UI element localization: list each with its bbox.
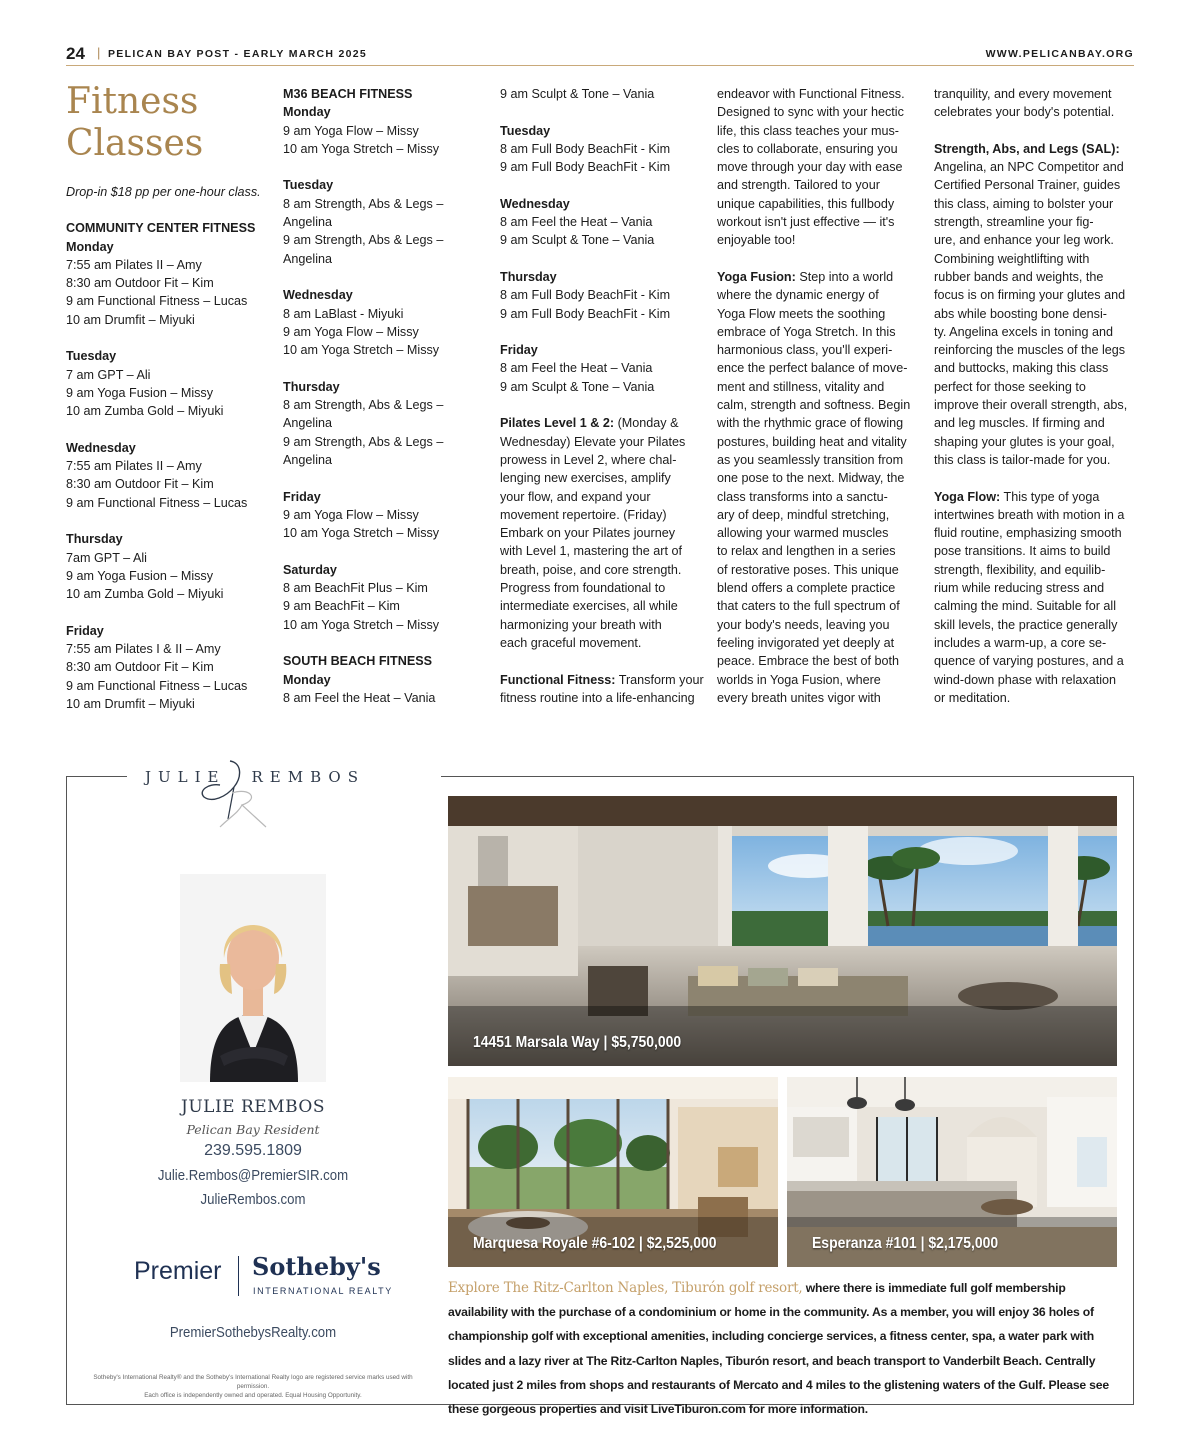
day-heading: Thursday: [283, 379, 340, 394]
class-item: 7am GPT – Ali: [66, 550, 147, 565]
class-item: 7 am GPT – Ali: [66, 367, 151, 382]
class-item: 9 am Functional Fitness – Lucas: [66, 678, 248, 693]
listing-photo-marsala[interactable]: [448, 796, 1117, 1066]
day-heading: Monday: [283, 672, 331, 687]
day-heading: Monday: [66, 239, 114, 254]
day-heading: Tuesday: [283, 178, 334, 193]
resort-lead: Explore The Ritz-Carlton Naples, Tiburón golf resort,: [448, 1280, 803, 1296]
day-heading: Tuesday: [500, 123, 551, 138]
class-item: 9 am Sculpt & Tone – Vania: [500, 379, 655, 394]
class-item: Angelina: [283, 416, 333, 431]
class-item: 8 am Full Body BeachFit - Kim: [500, 141, 671, 156]
page-header: [66, 42, 1134, 66]
class-item: 8:30 am Outdoor Fit – Kim: [66, 276, 214, 291]
listing-photo-marquesa[interactable]: [448, 1077, 778, 1267]
logo-divider: [238, 1256, 239, 1296]
class-item: 9 am Full Body BeachFit - Kim: [500, 160, 671, 175]
class-item: 9 am Full Body BeachFit - Kim: [500, 306, 671, 321]
class-item: 8:30 am Outdoor Fit – Kim: [66, 660, 214, 675]
premier-logo-text: Premier: [134, 1257, 222, 1285]
publication-title: PELICAN BAY POST - EARLY MARCH 2025: [108, 48, 368, 60]
article-column-1: [66, 81, 271, 713]
pilates-description: Pilates Level 1 & 2: (Monday & Wednesday) Elevate your Pilates prowess in Level 2, where chal- lenging new exercises, amplify your flow, and expand your movement repertoire. (Friday) Embark on your Pilates journey with Level 1, mastering the art of breath, poise, and core strength. Progress from foundational to intermediate exercises, all while harmonizing your breath with each graceful movement.: [500, 416, 686, 650]
class-item: 9 am Functional Fitness – Lucas: [66, 495, 248, 510]
dropin-price: Drop-in $18 pp per one-hour class.: [66, 185, 261, 199]
listing-caption: 14451 Marsala Way | $5,750,000: [473, 1034, 682, 1051]
class-item: 9 am Yoga Fusion – Missy: [66, 568, 214, 583]
agent-portrait: [180, 874, 326, 1082]
class-item: 8 am BeachFit Plus – Kim: [283, 581, 428, 596]
class-item: 9 am Yoga Flow – Missy: [283, 507, 419, 522]
class-item: 9 am Strength, Abs & Legs –: [283, 434, 444, 449]
class-item: 10 am Yoga Stretch – Missy: [283, 141, 440, 156]
class-item: Angelina: [283, 452, 333, 467]
class-item: 10 am Zumba Gold – Miyuki: [66, 587, 224, 602]
class-item: 10 am Drumfit – Miyuki: [66, 312, 195, 327]
listing-caption: Esperanza #101 | $2,175,000: [812, 1235, 999, 1252]
class-item: 7:55 am Pilates II – Amy: [66, 459, 202, 474]
resort-body: where there is immediate full golf membership availability with the purchase of a condominium or home in the community. As a member, you will enjoy 36 holes of championship golf with exceptional amenities, including concierge services, a fitness center, spa, a water park with slides and a lazy river at The Ritz-Carlton Naples, Tiburón resort, and beach transport to Vanderbilt Beach. Centrally located just 2 miles from shops and restaurants of Mercato and 4 miles to the glistening waters of the Gulf. Please see these gorgeous properties and visit LiveTiburon.com for more information.: [448, 1281, 1109, 1417]
class-item: 8:30 am Outdoor Fit – Kim: [66, 477, 214, 492]
legal-disclaimer: Sotheby's International Realty® and the Sotheby's International Realty logo are registered service marks used with permission. Each office is independently owned and operated. Equal Housing Opportunity.: [93, 1374, 413, 1399]
listing-caption: Marquesa Royale #6-102 | $2,525,000: [473, 1235, 717, 1252]
agent-email-link[interactable]: Julie.Rembos@PremierSIR.com: [157, 1167, 349, 1184]
class-item: 9 am Yoga Fusion – Missy: [66, 385, 214, 400]
class-item: 8 am Strength, Abs & Legs –: [283, 398, 444, 413]
class-item: 9 am Sculpt & Tone – Vania: [500, 87, 655, 101]
day-heading: Tuesday: [66, 349, 117, 364]
article-column-4: endeavor with Functional Fitness. Designed to sync with your hectic life, this class teaches your mus- cles to collaborate, ensuring you move through your day with ease and strength. Tailored to your unique capabilities, this fullbody workout isn't just effective — it's enjoyable too! Yoga Fusion: Step into a world where the dynamic energy of Yoga Flow meets the soothing embrace of Yoga Stretch. In this harmonious class, you'll experi- ence the perfect balance of move- ment and stillness, vitality and calm, strength and softness. Begin with the rhythmic grace of flowing postures, building heat and vitality as you seamlessly transition from one pose to the next. Midway, the class transforms into a sanctu- ary of deep, mindful stretching, allowing your warmed muscles to relax and lengthen in a series of restorative poses. This unique blend offers a complete practice that caters to the full spectrum of your body's needs, leaving you feeling invigorated yet deeply at peace. Embrace the best of both worlds in Yoga Fusion, where every breath unites vigor with: [717, 85, 922, 707]
class-item: 9 am BeachFit – Kim: [283, 599, 400, 614]
class-item: 10 am Drumfit – Miyuki: [66, 697, 195, 712]
class-item: Angelina: [283, 215, 333, 230]
class-item: 8 am Feel the Heat – Vania: [500, 215, 653, 230]
community-heading: COMMUNITY CENTER FITNESS: [66, 221, 256, 236]
agent-role: Pelican Bay Resident: [186, 1122, 320, 1137]
intl-realty-text: INTERNATIONAL REALTY: [253, 1286, 393, 1296]
class-item: 10 am Zumba Gold – Miyuki: [66, 404, 224, 419]
article-title: Fitness Classes: [66, 81, 204, 164]
m36-heading: M36 BEACH FITNESS: [283, 87, 413, 101]
day-heading: Wednesday: [66, 440, 136, 455]
article-column-5: tranquility, and every movement celebrates your body's potential. Strength, Abs, and Legs (SAL): Angelina, an NPC Competitor and Certified Personal Trainer, guides this class, aiming to bolster your strength, streamline your fig- ure, and enhance your leg work. Combining weightlifting with rubber bands and weights, the focus is on firming your glutes and abs while boosting bone densi- ty. Angelina excels in toning and reinforcing the muscles of the legs and buttocks, making this class perfect for those seeking to improve their overall strength, abs, and leg muscles. If firming and shaping your glutes is your goal, this class is tailor-made for you. Yoga Flow: This type of yoga intertwines breath with motion in a fluid routine, emphasizing smooth pose transitions. It aims to build strength, flexibility, and equilib- rium while reducing stress and calming the mind. Suitable for all skill levels, the practice generally includes a warm-up, a core se- quence of varying postures, and a wind-down phase with relaxation or meditation.: [934, 85, 1139, 707]
class-item: 10 am Yoga Stretch – Missy: [283, 617, 440, 632]
class-item: 10 am Yoga Stretch – Missy: [283, 343, 440, 358]
class-item: 7:55 am Pilates II – Amy: [66, 257, 202, 272]
yoga-flow-description: Yoga Flow: This type of yoga intertwines breath with motion in a fluid routine, emphasizing smooth pose transitions. It aims to build strength, flexibility, and equilib- rium while reducing stress and calming the mind. Suitable for all skill levels, the practice generally includes a warm-up, a core se- quence of varying postures, and a wind-down phase with relaxation or meditation.: [934, 489, 1125, 705]
class-item: 10 am Yoga Stretch – Missy: [283, 526, 440, 541]
class-item: 8 am LaBlast - Miyuki: [283, 306, 404, 321]
firm-website-link[interactable]: PremierSothebysRealty.com: [169, 1324, 337, 1341]
resort-description: [448, 1276, 1124, 1421]
day-heading: Thursday: [66, 532, 123, 547]
day-heading: Friday: [283, 489, 321, 504]
agent-phone[interactable]: 239.595.1809: [204, 1142, 302, 1159]
class-item: 9 am Functional Fitness – Lucas: [66, 294, 248, 309]
page-number: 24: [66, 44, 85, 63]
day-heading: Thursday: [500, 269, 557, 284]
class-item: 9 am Strength, Abs & Legs –: [283, 233, 444, 248]
brand-wordmark: JULIE REMBOS: [145, 768, 365, 786]
day-heading: Wednesday: [283, 288, 353, 303]
class-item: 8 am Strength, Abs & Legs –: [283, 196, 444, 211]
article-column-2: [283, 85, 488, 707]
class-item: 8 am Full Body BeachFit - Kim: [500, 288, 671, 303]
website-link[interactable]: WWW.PELICANBAY.ORG: [985, 48, 1134, 60]
south-heading: SOUTH BEACH FITNESS: [283, 654, 433, 669]
class-item: 7:55 am Pilates I & II – Amy: [66, 642, 221, 657]
header-separator: |: [97, 45, 101, 60]
article-column-3: [500, 85, 705, 707]
day-heading: Friday: [500, 343, 538, 358]
class-item: 9 am Sculpt & Tone – Vania: [500, 233, 655, 248]
day-heading: Wednesday: [500, 196, 570, 211]
day-heading: Friday: [66, 623, 104, 638]
day-heading: Saturday: [283, 562, 337, 577]
class-item: Angelina: [283, 251, 333, 266]
class-item: 8 am Feel the Heat – Vania: [500, 361, 653, 376]
listing-photo-esperanza[interactable]: [787, 1077, 1117, 1267]
sal-description: Strength, Abs, and Legs (SAL): Angelina, an NPC Competitor and Certified Personal Trainer, guides this class, aiming to bolster your strength, streamline your fig- ure, and enhance your leg work. Combining weightlifting with rubber bands and weights, the focus is on firming your glutes and abs while boosting bone densi- ty. Angelina excels in toning and reinforcing the muscles of the legs and buttocks, making this class perfect for those seeking to improve their overall strength, abs, and leg muscles. If firming and shaping your glutes is your goal, this class is tailor-made for you.: [934, 141, 1128, 467]
yoga-fusion-description: Yoga Fusion: Step into a world where the dynamic energy of Yoga Flow meets the soothing embrace of Yoga Stretch. In this harmonious class, you'll experi- ence the perfect balance of move- ment and stillness, vitality and calm, strength and softness. Begin with the rhythmic grace of flowing postures, building heat and vitality as you seamlessly transition from one pose to the next. Midway, the class transforms into a sanctu- ary of deep, mindful stretching, allowing your warmed muscles to relax and lengthen in a series of restorative poses. This unique blend offers a complete practice that caters to the full spectrum of your body's needs, leaving you feeling invigorated yet deeply at peace. Embrace the best of both worlds in Yoga Fusion, where every breath unites vigor with: [717, 269, 911, 705]
agent-website-link[interactable]: JulieRembos.com: [200, 1191, 306, 1208]
functional-description: Functional Fitness: Transform your fitness routine into a life-enhancing: [500, 672, 704, 705]
agent-name: JULIE REMBOS: [181, 1097, 325, 1117]
day-heading: Monday: [283, 105, 331, 120]
class-item: 8 am Feel the Heat – Vania: [283, 690, 436, 705]
class-item: 9 am Yoga Flow – Missy: [283, 123, 419, 138]
sothebys-logo-text: Sotheby's: [252, 1252, 381, 1281]
class-item: 9 am Yoga Flow – Missy: [283, 324, 419, 339]
